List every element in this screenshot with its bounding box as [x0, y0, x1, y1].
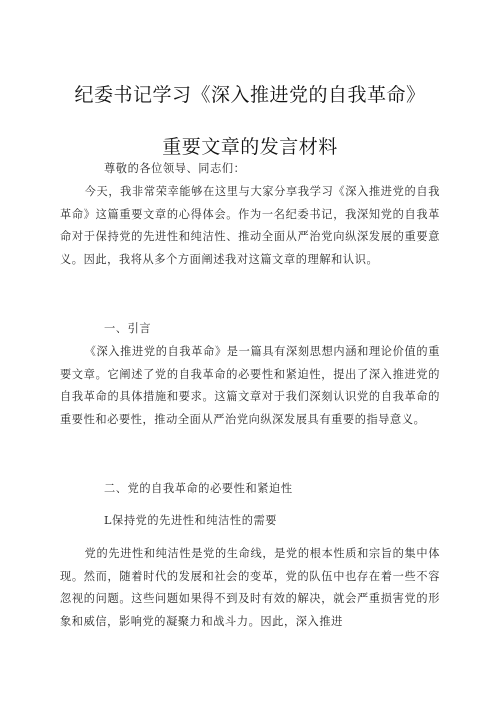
intro-paragraph: 今天，我非常荣幸能够在这里与大家分享我学习《深入推进党的自我革命》这篇重要文章的心得体会。作为一名纪委书记，我深知党的自我革命对于保持党的先进性和纯洁性、推动全面从严治党向纵深发展的重要意义。因此，我将从多个方面阐述我对这篇文章的理解和认识。 [60, 185, 440, 266]
document-title-line1: 纪委书记学习《深入推进党的自我革命》 [74, 84, 426, 106]
subsection1-paragraph: 党的先进性和纯洁性是党的生命线，是党的根本性质和宗旨的集中体现。然而，随着时代的发展和社会的变革，党的队伍中也存在着一些不容忽视的问题。这些问题如果得不到及时有效的解决，就会严重损害党的形象和威信，影响党的凝聚力和战斗力。因此，深入推进 [60, 547, 440, 628]
section1-heading: 一、引言 [104, 322, 152, 335]
section1-paragraph: 《深入推进党的自我革命》是一篇具有深刻思想内涵和理论价值的重要文章。它阐述了党的自我革命的必要性和紧迫性，提出了深入推进党的自我革命的具体措施和要求。这篇文章对于我们深刻认识党的自我革命的重要性和必要性，推动全面从严治党向纵深发展具有重要的指导意义。 [60, 345, 440, 426]
salutation: 尊敬的各位领导、同志们： [104, 162, 246, 175]
document-title-line2: 重要文章的发言材料 [162, 136, 338, 158]
subsection1-heading: L保持党的先进性和纯洁性的需要 [104, 514, 278, 527]
section2-heading: 二、党的自我革命的必要性和紧迫性 [104, 482, 293, 495]
